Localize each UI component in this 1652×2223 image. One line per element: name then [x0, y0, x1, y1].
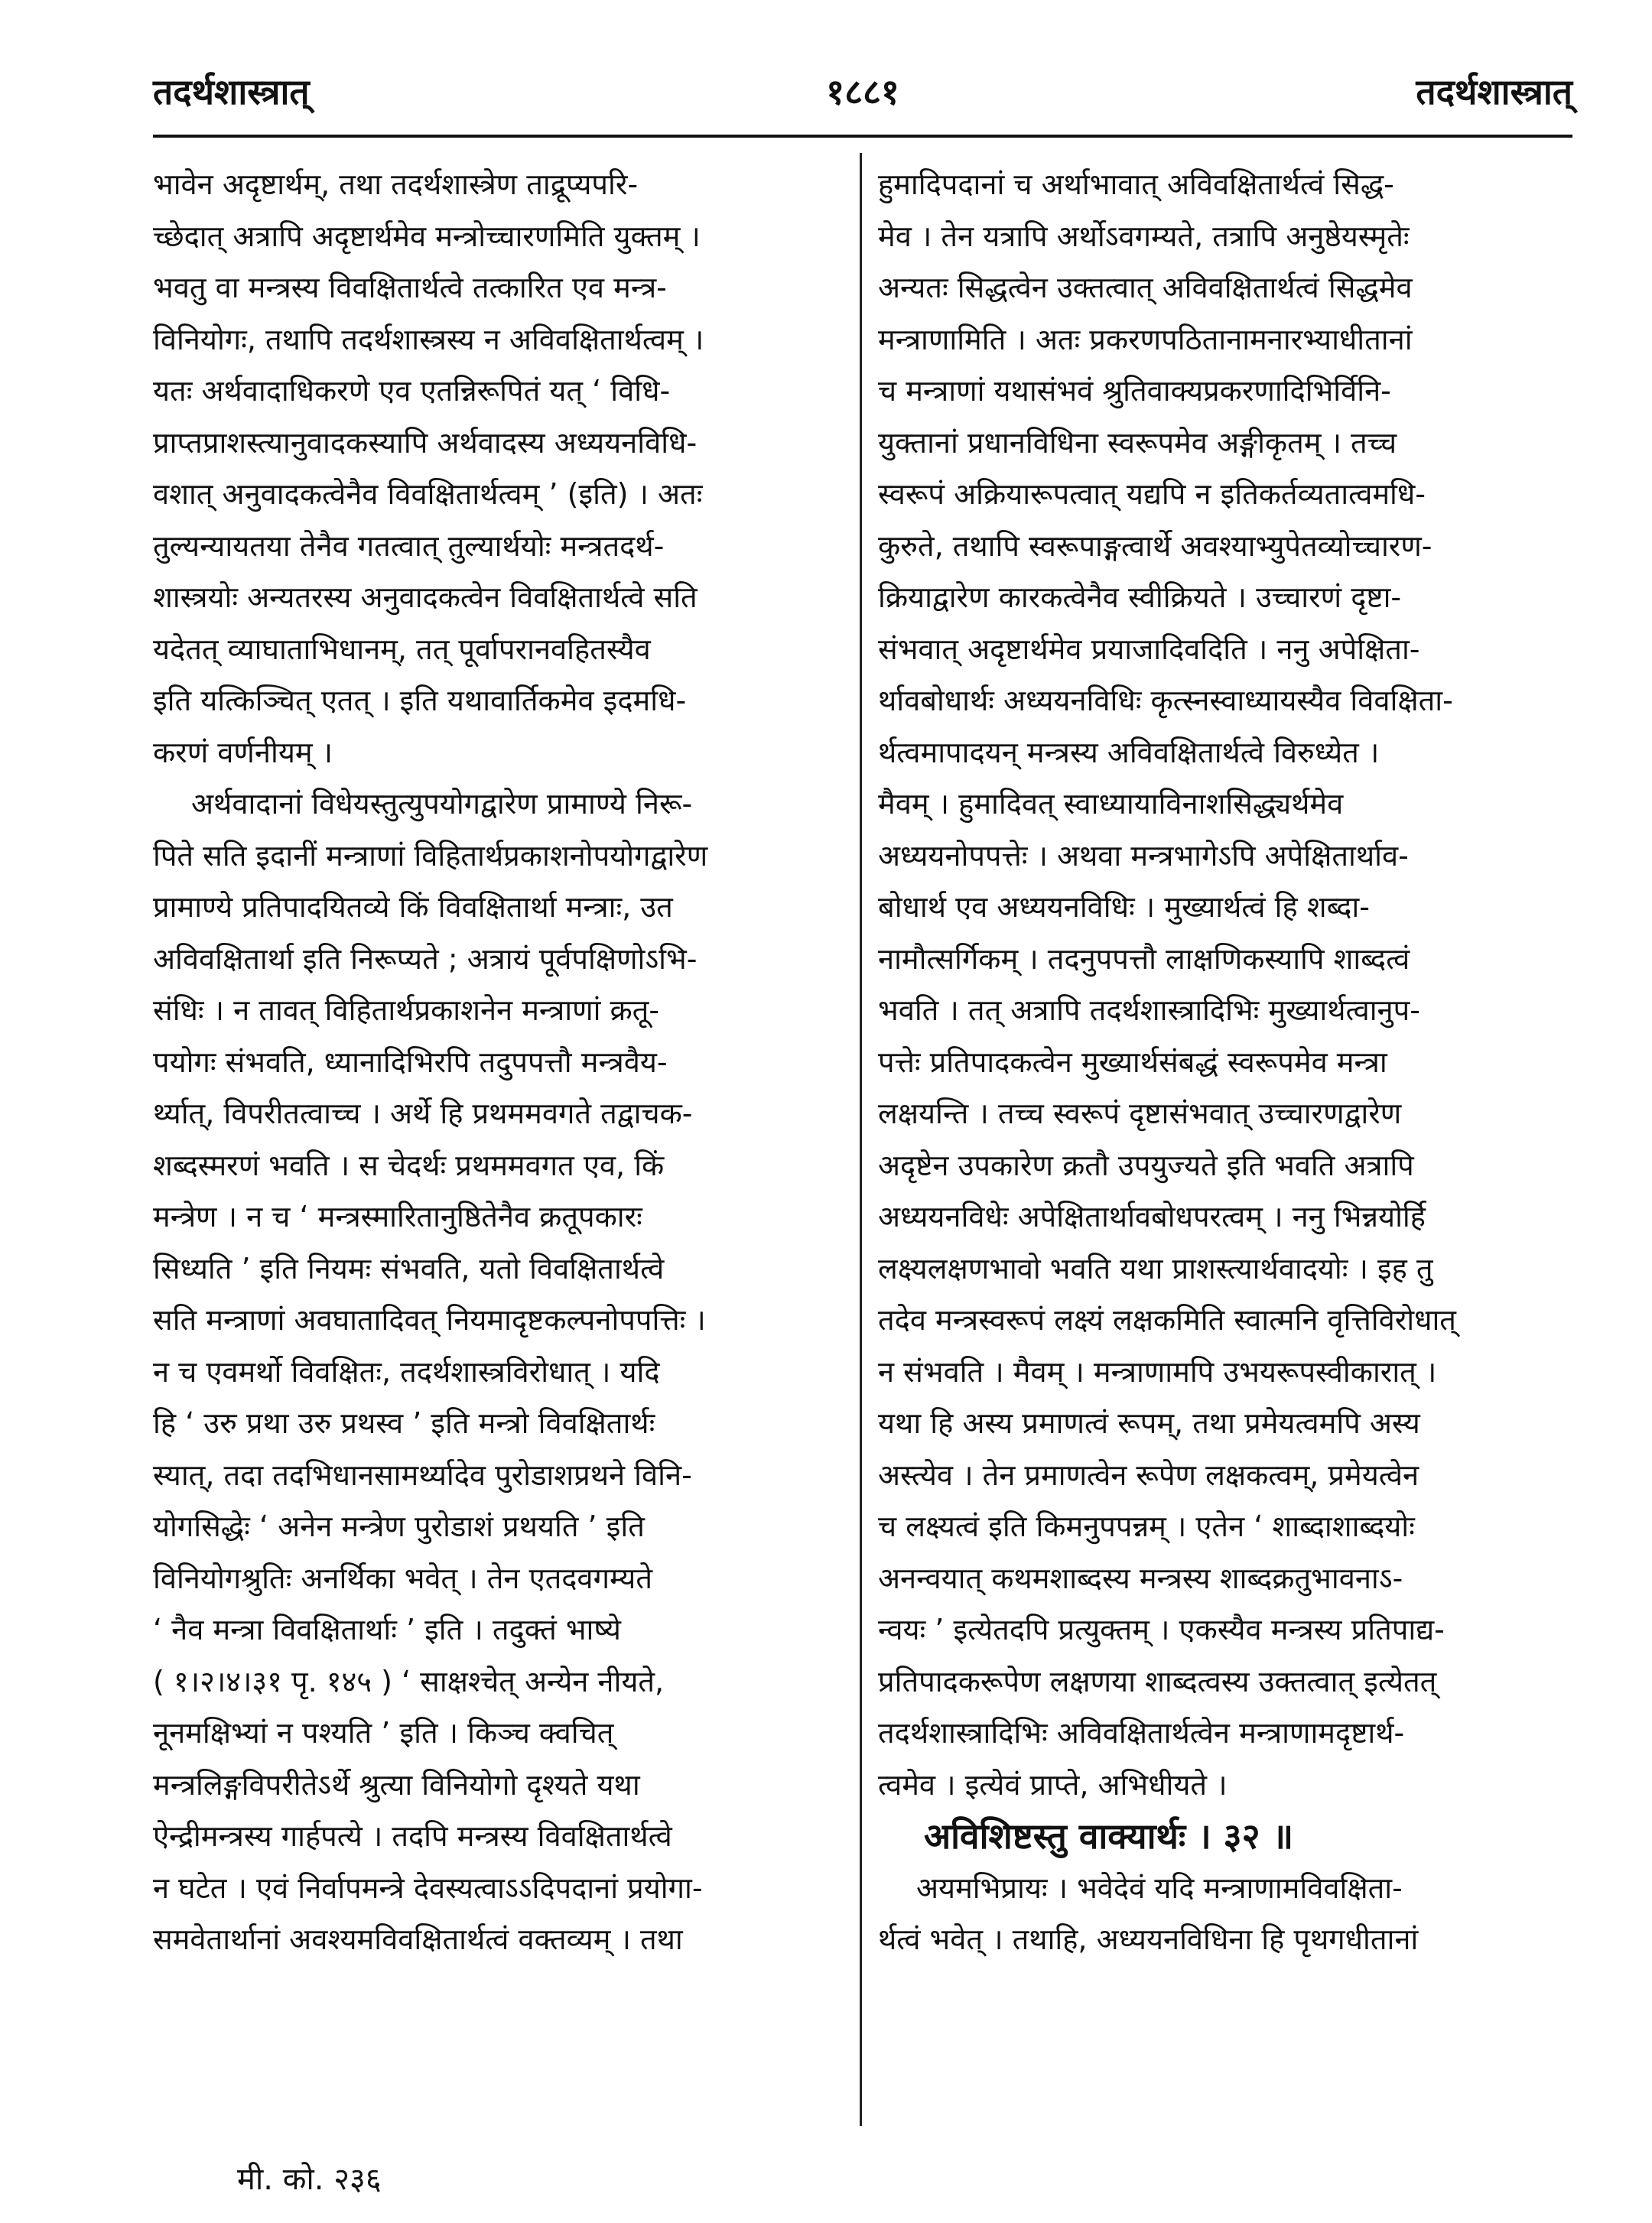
text-line: लक्ष्यलक्षणभावो भवति यथा प्राशस्त्यार्थवादयोः । इह तु — [878, 1251, 1433, 1285]
text-line: न च एवमर्थो विवक्षितः, तदर्थशास्त्रविरोधात् । यदि — [153, 1354, 660, 1389]
text-line: न संभवति । मैवम् । मन्त्राणामपि उभयरूपस्वीकारात् । — [878, 1354, 1437, 1389]
text-line: करणं वर्णनीयम् । — [153, 735, 333, 769]
text-line: अन्यतः सिद्धत्वेन उक्तत्वात् अविवक्षितार्थत्वं सिद्धमेव — [878, 271, 1413, 304]
text-line: यथा हि अस्य प्रमाणत्वं रूपम्, तथा प्रमेयत्वमपि अस्य — [878, 1406, 1420, 1440]
right-column — [878, 159, 1572, 1966]
text-line: अविशिष्टस्तु वाक्यार्थः । ३२ ॥ — [924, 1815, 1294, 1857]
text-line: भवति । तत् अत्रापि तदर्थशास्त्रादिभिः मुख्यार्थत्वानुप- — [878, 993, 1420, 1027]
text-line: तदेव मन्त्रस्वरूपं लक्ष्यं लक्षकमिति स्वात्मनि वृत्तिविरोधात् — [878, 1303, 1456, 1337]
text-line: यदेतत् व्याघाताभिधानम्, तत् पूर्वापरानवहितस्यैव — [153, 632, 651, 666]
text-line: योगसिद्धेः ‘ अनेन मन्त्रेण पुरोडाशं प्रथयति ’ इति — [153, 1510, 645, 1543]
text-line: नूनमक्षिभ्यां न पश्यति ’ इति । किञ्च क्वचित् — [153, 1716, 614, 1750]
text-line: मैवम् । हुमादिवत् स्वाध्यायाविनाशसिद्ध्यर्थमेव — [878, 787, 1344, 821]
text-line: क्रियाद्वारेण कारकत्वेनैव स्वीक्रियते । उच्चारणं दृष्टा- — [878, 580, 1402, 614]
text-line: विनियोगः, तथापि तदर्थशास्त्रस्य न अविवक्षितार्थत्वम् । — [153, 322, 704, 356]
text-line: प्राप्तप्राशस्त्यानुवादकस्यापि अर्थवादस्य अध्ययनविधि- — [153, 425, 698, 460]
text-line: पयोगः संभवति, ध्यानादिभिरपि तदुपपत्तौ मन्त्रवैय- — [153, 1045, 668, 1079]
text-line: त्वमेव । इत्येवं प्राप्ते, अभिधीयते । — [878, 1767, 1228, 1802]
text-line: मेव । तेन यत्रापि अर्थोऽवगम्यते, तत्रापि अनुष्ठेयस्मृतेः — [878, 219, 1410, 253]
left-column — [153, 159, 841, 1966]
text-line: नामौत्सर्गिकम् । तदनुपपत्तौ लाक्षणिकस्यापि शाब्दत्वं — [878, 941, 1410, 976]
text-line: र्थ्यात्, विपरीतत्वाच्च । अर्थे हि प्रथममवगते तद्वाचक- — [153, 1097, 693, 1130]
text-line: मन्त्रलिङ्गविपरीतेऽर्थे श्रुत्या विनियोगो दृश्यते यथा — [153, 1767, 640, 1802]
text-line: सिध्यति ’ इति नियमः संभवति, यतो विवक्षितार्थत्वे — [153, 1251, 665, 1285]
text-line: वशात् अनुवादकत्वेनैव विवक्षितार्थत्वम् ’ (इति) । अतः — [153, 477, 703, 511]
text-line: च मन्त्राणां यथासंभवं श्रुतिवाक्यप्रकरणादिभिर्विनि- — [878, 374, 1391, 408]
page-number: १८८१ — [826, 71, 899, 112]
text-line: बोधार्थ एव अध्ययनविधिः । मुख्यार्थत्वं हि शब्दा- — [878, 890, 1370, 924]
text-line: प्रामाण्ये प्रतिपादयितव्ये किं विवक्षितार्था मन्त्राः, उत — [153, 890, 673, 924]
text-line: भवतु वा मन्त्रस्य विवक्षितार्थत्वे तत्कारित एव मन्त्र- — [153, 271, 667, 304]
text-line: अध्ययनविधेः अपेक्षितार्थावबोधपरत्वम् । ननु भिन्नयोर्हि — [878, 1200, 1426, 1233]
text-line: मन्त्रेण । न च ‘ मन्त्रस्मारितानुष्ठितेनैव क्रतूपकारः — [153, 1200, 642, 1233]
text-line: च्छेदात् अत्रापि अदृष्टार्थमेव मन्त्रोच्चारणमिति युक्तम् । — [153, 219, 701, 253]
text-line: र्थत्वमापादयन् मन्त्रस्य अविवक्षितार्थत्वे विरुध्येत । — [878, 735, 1380, 769]
text-line: अस्त्येव । तेन प्रमाणत्वेन रूपेण लक्षकत्वम्, प्रमेयत्वेन — [878, 1458, 1419, 1492]
text-line: तदर्थशास्त्रादिभिः अविवक्षितार्थत्वेन मन्त्राणामदृष्टार्थ- — [878, 1716, 1405, 1750]
text-line: विनियोगश्रुतिः अनर्थिका भवेत् । तेन एतदवगम्यते — [153, 1561, 653, 1595]
text-line: ‘ नैव मन्त्रा विवक्षितार्थाः ’ इति । तदुक्तं भाष्ये — [153, 1613, 621, 1646]
text-line: पिते सति इदानीं मन्त्राणां विहितार्थप्रकाशनोपयोगद्वारेण — [153, 838, 708, 873]
text-line: स्वरूपं अक्रियारूपत्वात् यद्यपि न इतिकर्तव्यतात्वमधि- — [878, 477, 1426, 511]
running-head-right: तदर्थशास्त्रात् — [1416, 71, 1572, 112]
text-line: संधिः । न तावत् विहितार्थप्रकाशनेन मन्त्राणां क्रतू- — [153, 993, 660, 1027]
text-line: अविवक्षितार्था इति निरूप्यते ; अत्रायं पूर्वपक्षिणोऽभि- — [153, 941, 698, 976]
text-line: लक्षयन्ति । तच्च स्वरूपं दृष्टासंभवात् उच्चारणद्वारेण — [878, 1097, 1402, 1130]
text-line: इति यत्किञ्चित् एतत् । इति यथावार्तिकमेव इदमधि- — [153, 684, 687, 717]
text-line: भावेन अदृष्टार्थम्, तथा तदर्थशास्त्रेण ताद्रूप्यपरि- — [153, 167, 639, 201]
text-line: स्यात्, तदा तदभिधानसामर्थ्यादेव पुरोडाशप्रथने विनि- — [153, 1458, 692, 1492]
text-line: र्थावबोधार्थः अध्ययनविधिः कृत्स्नस्वाध्यायस्यैव विवक्षिता- — [878, 684, 1453, 717]
text-line: अध्ययनोपपत्तेः । अथवा मन्त्रभागेऽपि अपेक्षितार्थाव- — [878, 838, 1409, 873]
text-line: मन्त्राणामिति । अतः प्रकरणपठितानामनारभ्याधीतानां — [878, 322, 1413, 356]
column-divider — [860, 153, 862, 2126]
text-line: सति मन्त्राणां अवघातादिवत् नियमादृष्टकल्पनोपपत्तिः । — [153, 1303, 706, 1337]
text-line: अर्थवादानां विधेयस्तुत्युपयोगद्वारेण प्रामाण्ये निरू- — [191, 787, 693, 821]
text-line: अनन्वयात् कथमशाब्दस्य मन्त्रस्य शाब्दक्रतुभावनाऽ- — [878, 1561, 1403, 1595]
text-line: युक्तानां प्रधानविधिना स्वरूपमेव अङ्गीकृतम् । तच्च — [878, 425, 1397, 460]
text-line: न्वयः ’ इत्येतदपि प्रत्युक्तम् । एकस्यैव मन्त्रस्य प्रतिपाद्य- — [878, 1613, 1445, 1646]
text-line: च लक्ष्यत्वं इति किमनुपपन्नम् । एतेन ‘ शाब्दाशाब्दयोः — [878, 1510, 1415, 1543]
text-line: अयमभिप्रायः । भवेदेवं यदि मन्त्राणामविवक्षिता- — [916, 1870, 1403, 1905]
running-head-left: तदर्थशास्त्रात् — [153, 71, 310, 112]
text-line: र्थत्वं भवेत् । तथाहि, अध्ययनविधिना हि पृथगधीतानां — [878, 1922, 1419, 1956]
text-line: यतः अर्थवादाधिकरणे एव एतन्निरूपितं यत् ‘ विधि- — [153, 374, 671, 408]
text-line: पत्तेः प्रतिपादकत्वेन मुख्यार्थसंबद्धं स्वरूपमेव मन्त्रा — [878, 1045, 1387, 1079]
text-line: ( १।२।४।३१ पृ. १४५ ) ‘ साक्षश्चेत् अन्येन नीयते, — [153, 1664, 665, 1698]
text-line: हुमादिपदानां च अर्थाभावात् अविवक्षितार्थत्वं सिद्ध- — [878, 167, 1394, 201]
text-line: तुल्यन्यायतया तेनैव गतत्वात् तुल्यार्थयोः मन्त्रतदर्थ- — [153, 528, 665, 563]
text-line: ऐन्द्रीमन्त्रस्य गार्हपत्ये । तदपि मन्त्रस्य विवक्षितार्थत्वे — [153, 1819, 672, 1853]
header-rule — [153, 135, 1572, 138]
page-footer: मी. को. २३६ — [237, 2162, 382, 2197]
text-line: हि ‘ उरु प्रथा उरु प्रथस्व ’ इति मन्त्रो विवक्षितार्थः — [153, 1406, 655, 1440]
text-line: कुरुते, तथापि स्वरूपाङ्गत्वार्थे अवश्याभ्युपेतव्योच्चारण- — [878, 528, 1432, 563]
text-line: संभवात् अदृष्टार्थमेव प्रयाजादिवदिति । ननु अपेक्षिता- — [878, 632, 1420, 666]
text-line: समवेतार्थानां अवश्यमविवक्षितार्थत्वं वक्तव्यम् । तथा — [153, 1922, 683, 1956]
text-line: शास्त्रयोः अन्यतरस्य अनुवादकत्वेन विवक्षितार्थत्वे सति — [153, 580, 698, 614]
text-line: प्रतिपादकरूपेण लक्षणया शाब्दत्वस्य उक्तत्वात् इत्येतत् — [878, 1664, 1437, 1698]
text-line: शब्दस्मरणं भवति । स चेदर्थः प्रथममवगत एव, किं — [153, 1148, 665, 1182]
page-header — [153, 67, 1572, 128]
text-line: अदृष्टेन उपकारेण क्रतौ उपयुज्यते इति भवति अत्रापि — [878, 1148, 1414, 1182]
text-line: न घटेत । एवं निर्वापमन्त्रे देवस्यत्वाऽऽदिपदानां प्रयोगा- — [153, 1870, 703, 1905]
